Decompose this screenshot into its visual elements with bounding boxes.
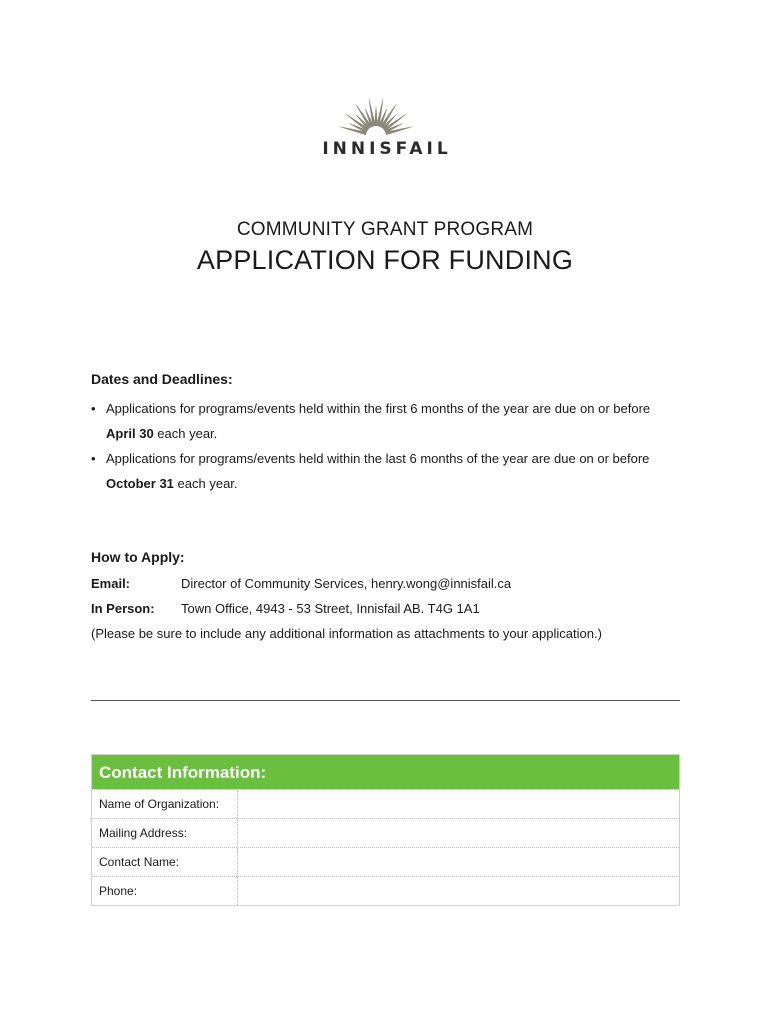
section-divider bbox=[91, 700, 680, 701]
contact-heading: Contact Information: bbox=[92, 755, 679, 789]
organization-field[interactable] bbox=[238, 790, 679, 818]
organization-row bbox=[92, 789, 679, 818]
deadline-item bbox=[91, 396, 671, 446]
in-person-label: In Person: bbox=[91, 601, 155, 616]
mailing-address-label: Mailing Address: bbox=[92, 819, 238, 847]
page-title: APPLICATION FOR FUNDING bbox=[196, 245, 574, 275]
deadline-date: October 31 bbox=[106, 476, 174, 491]
bullet-icon: • bbox=[91, 451, 96, 466]
logo-wordmark: INNISFAIL bbox=[322, 139, 452, 159]
deadline-item bbox=[91, 446, 671, 496]
contact-information-table bbox=[91, 754, 680, 906]
sunburst-logo-icon bbox=[340, 96, 412, 136]
organization-label: Name of Organization: bbox=[92, 790, 238, 818]
email-value[interactable]: Director of Community Services, henry.wong@innisfail.ca bbox=[181, 576, 512, 591]
in-person-row bbox=[91, 601, 480, 616]
contact-name-field[interactable] bbox=[238, 848, 679, 876]
deadline-suffix: each year. bbox=[173, 476, 238, 491]
contact-name-label: Contact Name: bbox=[92, 848, 238, 876]
innisfail-logo bbox=[300, 96, 470, 166]
deadline-suffix: each year. bbox=[153, 426, 218, 441]
contact-name-row bbox=[92, 847, 679, 876]
bullet-icon: • bbox=[91, 401, 96, 416]
mailing-address-row bbox=[92, 818, 679, 847]
how-to-apply-heading: How to Apply: bbox=[91, 549, 185, 565]
phone-label: Phone: bbox=[92, 877, 238, 905]
deadline-text: Applications for programs/events held within the last 6 months of the year are due on or before bbox=[106, 451, 650, 466]
attachments-note: (Please be sure to include any additional information as attachments to your application.) bbox=[91, 626, 602, 641]
program-subtitle: COMMUNITY GRANT PROGRAM bbox=[236, 219, 534, 240]
email-label: Email: bbox=[91, 576, 131, 591]
email-row bbox=[91, 576, 511, 591]
mailing-address-field[interactable] bbox=[238, 819, 679, 847]
deadline-text: Applications for programs/events held within the first 6 months of the year are due on or before bbox=[106, 401, 651, 416]
phone-row bbox=[92, 876, 679, 905]
deadline-date: April 30 bbox=[106, 426, 154, 441]
deadline-list bbox=[91, 396, 671, 496]
in-person-value: Town Office, 4943 - 53 Street, Innisfail AB. T4G 1A1 bbox=[181, 601, 480, 616]
phone-field[interactable] bbox=[238, 877, 679, 905]
dates-heading: Dates and Deadlines: bbox=[91, 371, 233, 387]
